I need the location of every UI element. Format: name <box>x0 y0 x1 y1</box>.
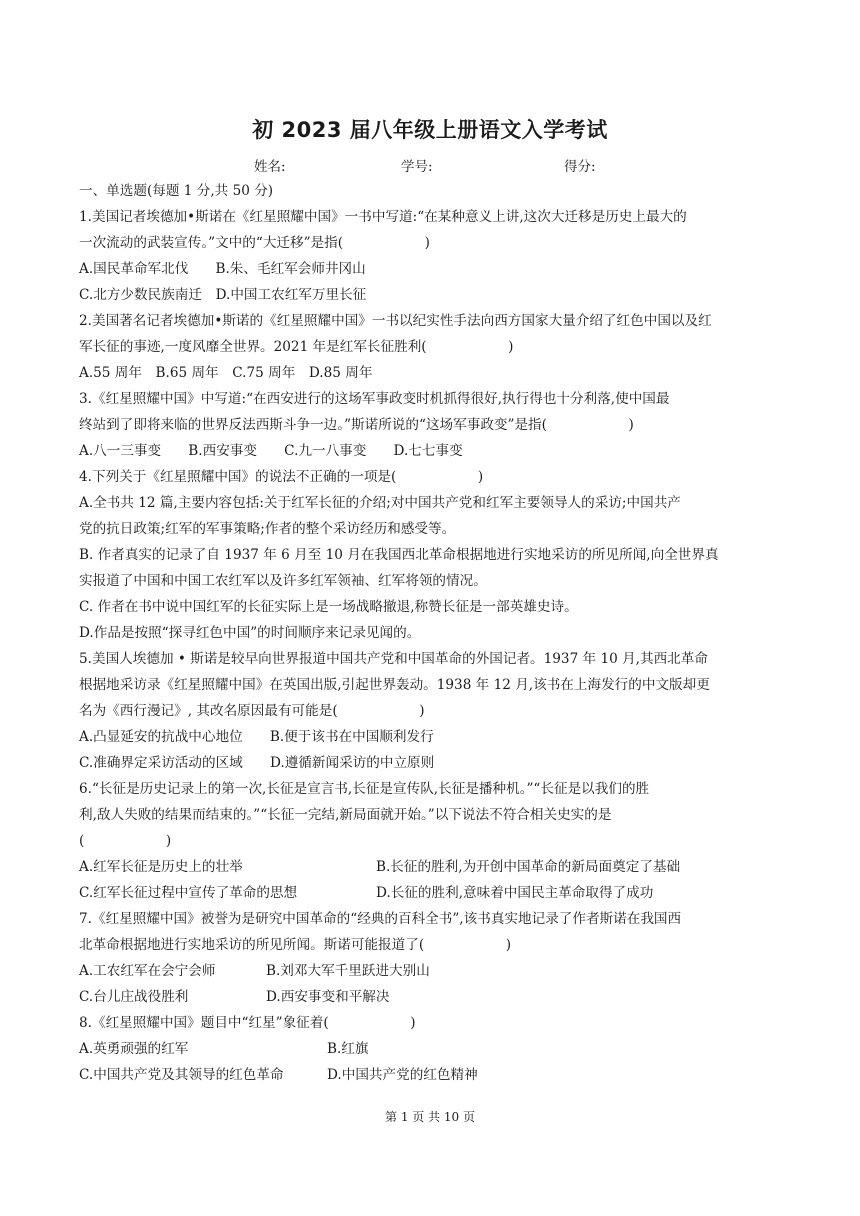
option-text: B. 作者真实的记录了自 1937 年 6 月至 10 月在我国西北革命根据地进行实地采访的所见所闻,向全世界真 <box>79 547 719 563</box>
option-text: A.全书共 12 篇,主要内容包括:关于红军长征的介绍;对中国共产党和红军主要领导人的采访;中国共产 <box>79 495 681 511</box>
option-c: C.红军长征过程中宣传了革命的思想 <box>79 885 298 901</box>
question-text: 4.下列关于《红星照耀中国》的说法不正确的一项是( ) <box>79 469 484 485</box>
question-text: 利,敌人失败的结果而结束的。”“长征一完结,新局面就开始。”以下说法不符合相关史实的是 <box>79 807 612 823</box>
score-label: 得分: <box>564 159 596 175</box>
question-1 <box>79 204 784 308</box>
question-7 <box>79 906 784 1010</box>
option-row <box>79 854 784 880</box>
option-line: A.凸显延安的抗战中心地位 B.便于该书在中国顺利发行 <box>79 729 434 745</box>
option-line: A.55 周年 B.65 周年 C.75 周年 D.85 周年 <box>79 365 373 381</box>
question-text: 5.美国人埃德加 • 斯诺是较早向世界报道中国共产党和中国革命的外国记者。1937 年 10 月,其西北革命 <box>79 651 708 667</box>
question-text: 名为《西行漫记》, 其改名原因最有可能是( ) <box>79 703 425 719</box>
option-line: C.北方少数民族南迁 D.中国工农红军万里长征 <box>79 287 367 303</box>
option-row <box>79 1036 784 1062</box>
question-text: 终站到了即将来临的世界反法西斯斗争一边。”斯诺所说的“这场军事政变”是指( ) <box>79 417 634 433</box>
question-8 <box>79 1010 784 1088</box>
question-text: 3.《红星照耀中国》中写道:“在西安进行的这场军事政变时机抓得很好,执行得也十分利落,使中国最 <box>79 391 670 407</box>
question-text: 军长征的事迹,一度风靡全世界。2021 年是红军长征胜利( ) <box>79 339 514 355</box>
exam-title: 初 2023 届八年级上册语文入学考试 <box>252 118 608 142</box>
question-3 <box>79 386 784 464</box>
option-b: B.红旗 <box>327 1041 369 1057</box>
question-text: 7.《红星照耀中国》被誉为是研究中国革命的“经典的百科全书”,该书真实地记录了作者斯诺在我国西 <box>79 911 682 927</box>
option-a: A.英勇顽强的红军 <box>79 1041 189 1057</box>
option-d: D.中国共产党的红色精神 <box>327 1067 478 1083</box>
option-a: A.红军长征是历史上的壮举 <box>79 859 243 875</box>
question-text: ( ) <box>79 833 172 849</box>
page-number: 第 1 页 共 10 页 <box>385 1110 475 1124</box>
question-text: 8.《红星照耀中国》题目中“红星”象征着( ) <box>79 1015 416 1031</box>
question-text: 根据地采访录《红星照耀中国》在英国出版,引起世界轰动。1938 年 12 月,该书在上海发行的中文版却更 <box>79 677 710 693</box>
option-c: C.中国共产党及其领导的红色革命 <box>79 1067 284 1083</box>
option-row <box>79 984 784 1010</box>
question-4 <box>79 464 784 646</box>
question-text: 一次流动的武装宣传。”文中的“大迁移”是指( ) <box>79 235 430 251</box>
option-text: 实报道了中国和中国工农红军以及许多红军领袖、红军将领的情况。 <box>79 573 487 589</box>
option-row <box>79 880 784 906</box>
question-5 <box>79 646 784 776</box>
exam-content <box>79 178 784 1088</box>
option-d: D.西安事变和平解决 <box>266 989 390 1005</box>
option-c: C.台儿庄战役胜利 <box>79 989 189 1005</box>
option-b: B.刘邓大军千里跃进大别山 <box>266 963 430 979</box>
name-label: 姓名: <box>254 159 286 175</box>
question-text: 6.“长征是历史记录上的第一次,长征是宣言书,长征是宣传队,长征是播种机。”“长征是以我们的胜 <box>79 781 650 797</box>
option-a: A.工农红军在会宁会师 <box>79 963 216 979</box>
option-line: C.准确界定采访活动的区域 D.遵循新闻采访的中立原则 <box>79 755 435 771</box>
student-id-label: 学号: <box>401 159 433 175</box>
option-d: D.长征的胜利,意味着中国民主革命取得了成功 <box>376 885 654 901</box>
option-line: A.国民革命军北伐 B.朱、毛红军会师井冈山 <box>79 261 366 277</box>
option-b: B.长征的胜利,为开创中国革命的新局面奠定了基础 <box>376 859 681 875</box>
option-text: C. 作者在书中说中国红军的长征实际上是一场战略撤退,称赞长征是一部英雄史诗。 <box>79 599 578 615</box>
option-line: A.八一三事变 B.西安事变 C.九一八事变 D.七七事变 <box>79 443 463 459</box>
option-text: 党的抗日政策;红军的军事策略;作者的整个采访经历和感受等。 <box>79 521 456 537</box>
question-text: 北革命根据地进行实地采访的所见所闻。斯诺可能报道了( ) <box>79 937 512 953</box>
section-heading: 一、单选题(每题 1 分,共 50 分) <box>79 183 274 199</box>
question-text: 2.美国著名记者埃德加•斯诺的《红星照耀中国》一书以纪实性手法向西方国家大量介绍了红色中国以及红 <box>79 313 712 329</box>
option-text: D.作品是按照“探寻红色中国”的时间顺序来记录见闻的。 <box>79 625 421 641</box>
question-2 <box>79 308 784 386</box>
question-text: 1.美国记者埃德加•斯诺在《红星照耀中国》一书中写道:“在某种意义上讲,这次大迁移是历史上最大的 <box>79 209 687 225</box>
question-6 <box>79 776 784 906</box>
option-row <box>79 958 784 984</box>
option-row <box>79 1062 784 1088</box>
